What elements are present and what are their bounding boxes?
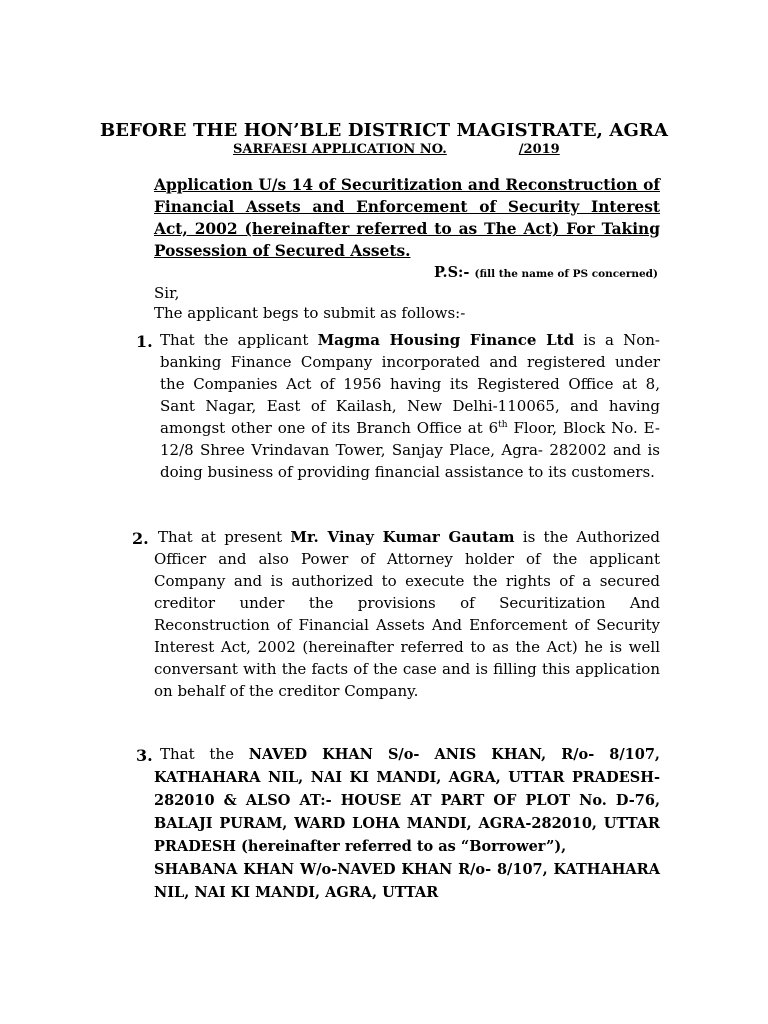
para1-sup: th	[498, 420, 508, 430]
police-station-line	[434, 264, 658, 281]
application-subject: Application U/s 14 of Securitization and Reconstruction of Financial Assets and Enforcement of Security Interest Act, 2002 (hereinafter referred to as The Act) For Taking Possession of Secured Assets.	[154, 176, 660, 260]
para1-lead: That the applicant	[160, 331, 309, 349]
intro-line: The applicant begs to submit as follows:-	[154, 304, 466, 322]
para1-text-a: is a Non-banking Finance Company incorporated and registered under the Companies Act of 1956 having its Registered Office at 8, Sant Nagar, East of Kailash, New Delhi-110065, and having amongst other one of its Branch Office at 6	[160, 331, 660, 437]
para1-text-b: Floor, Block No. E-12/8 Shree Vrindavan Tower, Sanjay Place, Agra- 282002 and is doing business of providing financial assistance to its customers.	[160, 419, 660, 481]
para2-number: 2.	[132, 529, 149, 548]
para2-text: is the Authorized Officer and also Power of Attorney holder of the applicant Company and is authorized to execute the rights of a secured creditor under the provisions of Securitization And Reconstruction of Financial Assets And Enforcement of Security Interest Act, 2002 (hereinafter referred to as the Act) he is well conversant with the facts of the case and is filling this application on behalf of the creditor Company.	[154, 528, 660, 700]
ps-label: P.S:-	[434, 264, 470, 281]
application-number-prefix: SARFAESI APPLICATION NO.	[233, 142, 447, 157]
para1	[160, 329, 660, 483]
para3-text-a: NAVED KHAN S/o- ANIS KHAN, R/o- 8/107, KATHAHARA NIL, NAI KI MANDI, AGRA, UTTAR PRADESH-282010 & ALSO AT:- HOUSE AT PART OF PLOT No. D-76, BALAJI PURAM, WARD LOHA MANDI, AGRA-282010, UTTAR PRADESH (hereinafter referred to as “Borrower”),	[154, 746, 660, 855]
application-number-suffix: /2019	[518, 142, 560, 157]
para2	[154, 526, 660, 702]
application-number	[233, 142, 560, 157]
para3-lead: That the	[160, 745, 234, 763]
document-title: BEFORE THE HON’BLE DISTRICT MAGISTRATE, AGRA	[99, 120, 669, 141]
para1-company: Magma Housing Finance Ltd	[317, 331, 575, 349]
ps-note: (fill the name of PS concerned)	[474, 268, 658, 280]
para3-number: 3.	[136, 746, 153, 765]
para2-lead: That at present	[158, 528, 283, 546]
para3	[154, 743, 660, 904]
para3-text-b: SHABANA KHAN W/o-NAVED KHAN R/o- 8/107, KATHAHARA NIL, NAI KI MANDI, AGRA, UTTAR	[154, 861, 660, 901]
para1-number: 1.	[136, 332, 153, 351]
salutation: Sir,	[154, 284, 180, 302]
para2-person: Mr. Vinay Kumar Gautam	[290, 528, 515, 546]
